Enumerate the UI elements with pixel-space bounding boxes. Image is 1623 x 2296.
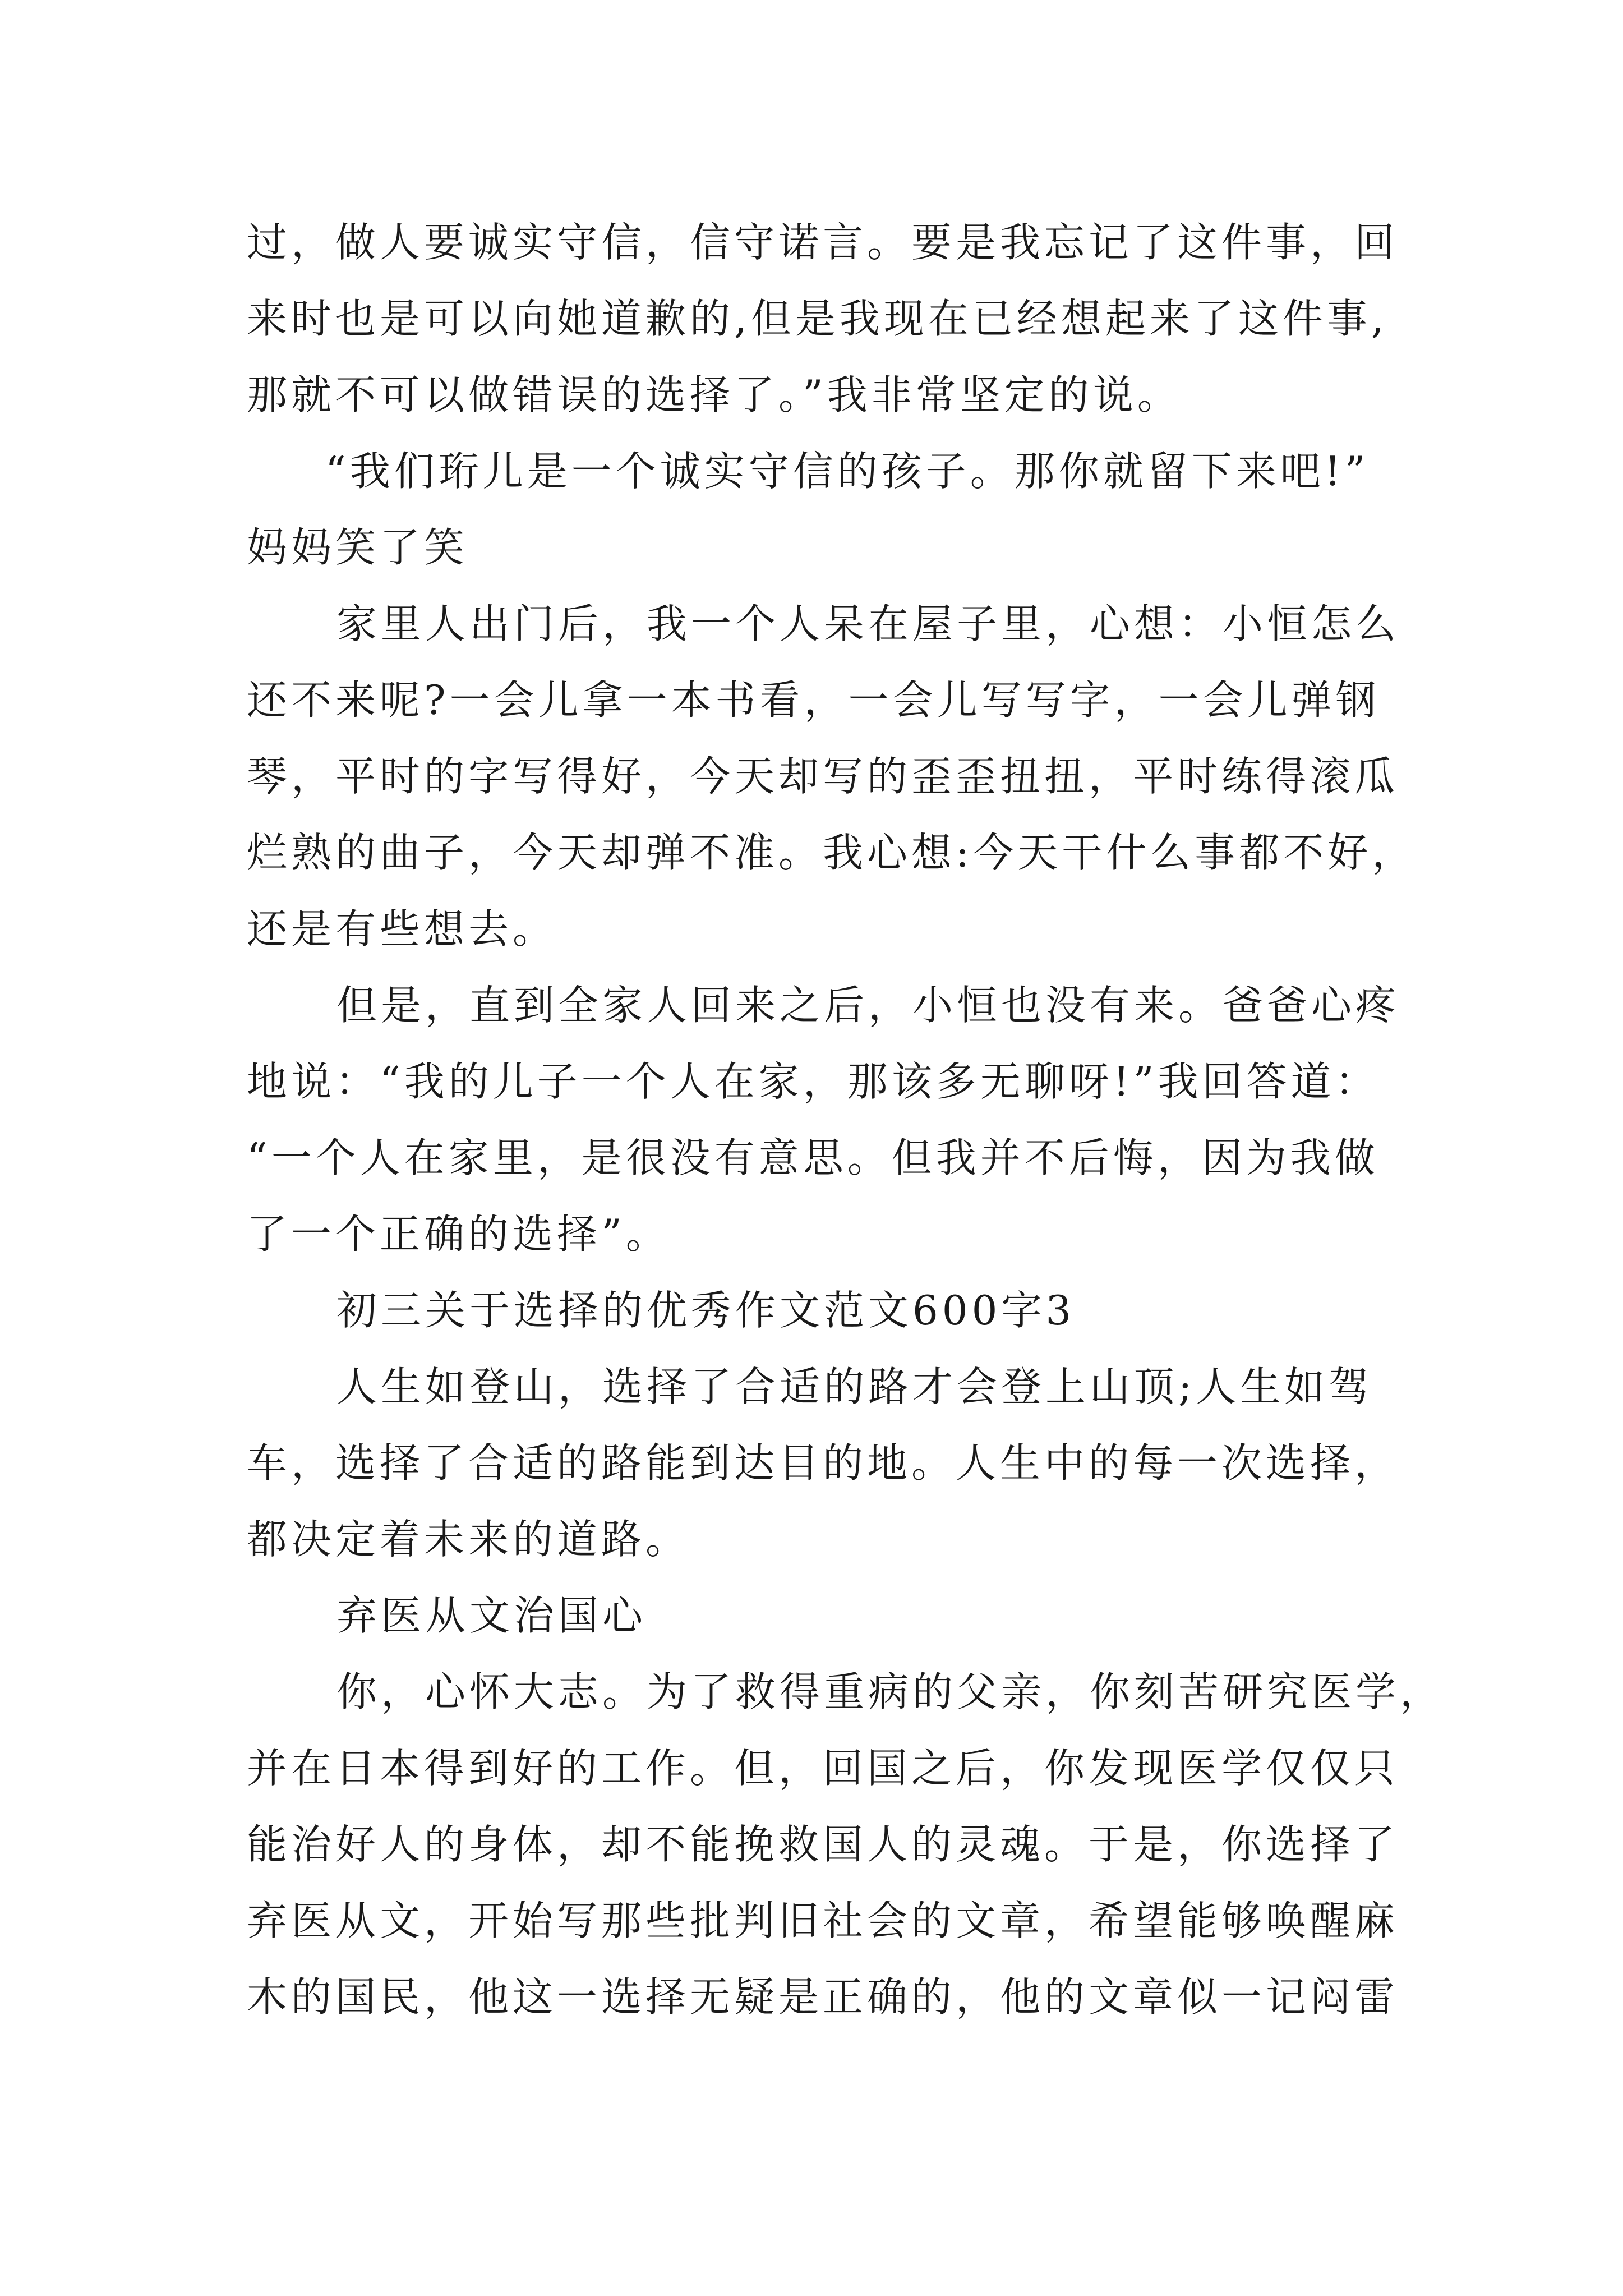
text-line: “一个人在家里，是很没有意思。但我并不后悔，因为我做 bbox=[247, 1134, 1379, 1181]
text-line: 车，选择了合适的路能到达目的地。人生中的每一次选择， bbox=[247, 1439, 1399, 1487]
text-line: 还是有些想去。 bbox=[247, 905, 557, 953]
text-line: 弃医从文，开始写那些批判旧社会的文章，希望能够唤醒麻 bbox=[247, 1897, 1399, 1944]
text-line: 地说：“我的儿子一个人在家，那该多无聊呀!”我回答道： bbox=[247, 1058, 1380, 1105]
text-line: 烂熟的曲子，今天却弹不准。我心想:今天干什么事都不好， bbox=[247, 829, 1417, 876]
text-line: 家里人出门后，我一个人呆在屋子里，心想：小恒怎么 bbox=[336, 600, 1400, 647]
text-line: 妈妈笑了笑 bbox=[247, 524, 469, 571]
text-line: 你，心怀大志。为了救得重病的父亲，你刻苦研究医学， bbox=[336, 1668, 1445, 1715]
text-line: 木的国民，他这一选择无疑是正确的，他的文章似一记闷雷 bbox=[247, 1973, 1399, 2021]
text-line: 琴，平时的字写得好，今天却写的歪歪扭扭，平时练得滚瓜 bbox=[247, 753, 1399, 800]
text-line: 人生如登山，选择了合适的路才会登上山顶;人生如驾 bbox=[336, 1363, 1373, 1410]
text-line: 了一个正确的选择”。 bbox=[247, 1211, 670, 1258]
text-line: 来时也是可以向她道歉的,但是我现在已经想起来了这件事, bbox=[247, 295, 1388, 342]
text-line: 都决定着未来的道路。 bbox=[247, 1516, 690, 1563]
text-line: 但是，直到全家人回来之后，小恒也没有来。爸爸心疼 bbox=[336, 982, 1400, 1029]
section-heading: 初三关于选择的优秀作文范文600字3 bbox=[336, 1287, 1076, 1334]
text-line: 能治好人的身体，却不能挽救国人的灵魂。于是，你选择了 bbox=[247, 1821, 1399, 1868]
text-line: “我们珩儿是一个诚实守信的孩子。那你就留下来吧!” bbox=[325, 448, 1370, 495]
text-line: 并在日本得到好的工作。但，回国之后，你发现医学仅仅只 bbox=[247, 1745, 1399, 1792]
subheading: 弃医从文治国心 bbox=[336, 1592, 647, 1639]
text-line: 还不来呢?一会儿拿一本书看，一会儿写写字，一会儿弹钢 bbox=[247, 677, 1380, 724]
text-line: 过，做人要诚实守信，信守诺言。要是我忘记了这件事，回 bbox=[247, 219, 1399, 266]
text-line: 那就不可以做错误的选择了。”我非常坚定的说。 bbox=[247, 371, 1182, 418]
